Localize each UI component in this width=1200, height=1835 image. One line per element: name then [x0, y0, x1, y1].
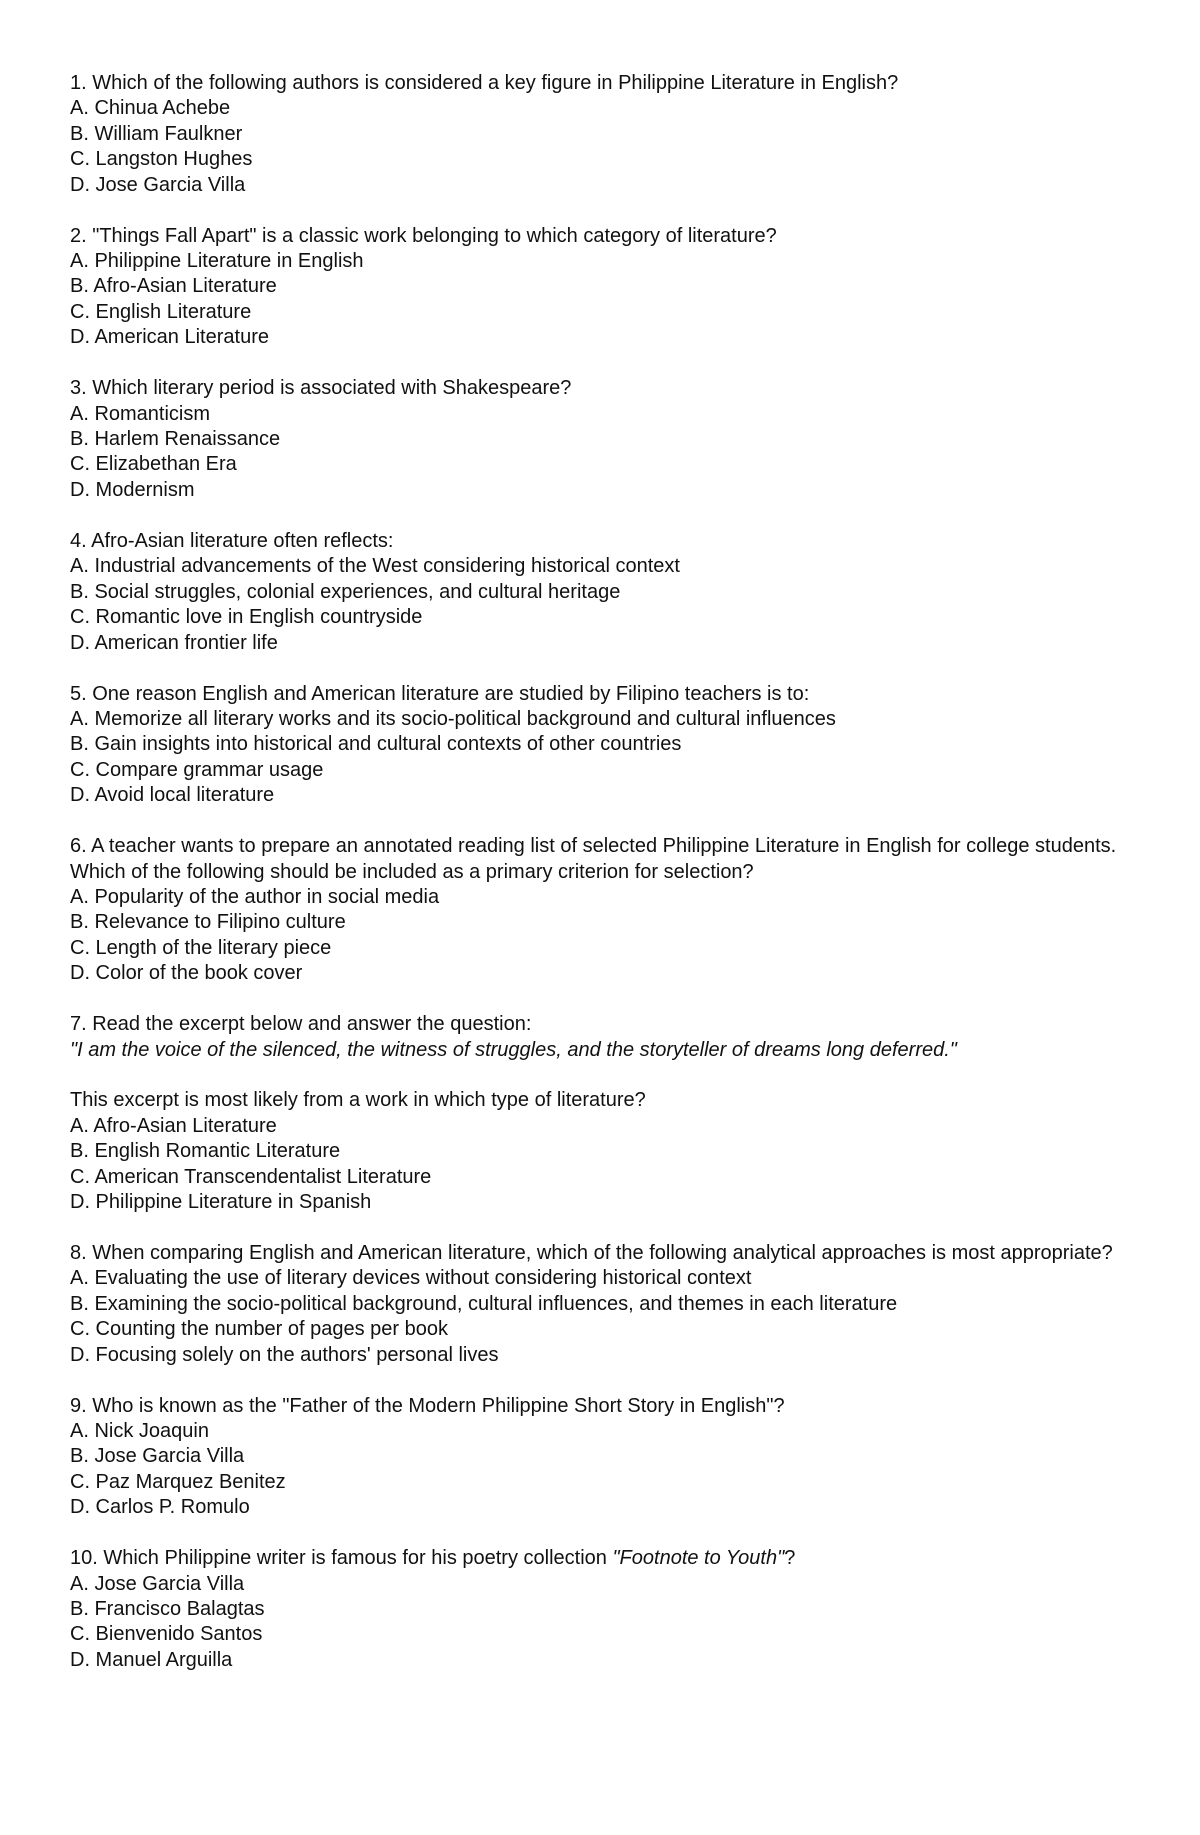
- answer-option-a: A. Jose Garcia Villa: [70, 1572, 245, 1595]
- question-stem-end: ?: [784, 1547, 796, 1570]
- question-stem: [70, 1546, 1150, 1571]
- answer-option-a: A. Chinua Achebe: [70, 97, 231, 120]
- question-2: [70, 224, 1150, 351]
- question-4: [70, 529, 1150, 656]
- answer-option-c: C. English Literature: [70, 300, 252, 323]
- question-stem: 5. One reason English and American literature are studied by Filipino teachers is to:: [70, 682, 810, 705]
- blank-line: [70, 1063, 1150, 1088]
- answer-option-a: A. Memorize all literary works and its socio-political background and cultural influences: [70, 707, 836, 730]
- answer-option-b: B. Jose Garcia Villa: [70, 1445, 245, 1468]
- answer-option-b: B. Examining the socio-political background, cultural influences, and themes in each literature: [70, 1292, 898, 1315]
- answer-option-c: C. American Transcendentalist Literature: [70, 1165, 432, 1188]
- answer-option-c: C. Compare grammar usage: [70, 758, 324, 781]
- answer-option-d: D. Avoid local literature: [70, 784, 275, 807]
- answer-option-c: C. Paz Marquez Benitez: [70, 1470, 286, 1493]
- answer-option-d: D. Focusing solely on the authors' personal lives: [70, 1343, 499, 1366]
- question-stem: 2. "Things Fall Apart" is a classic work belonging to which category of literature?: [70, 224, 777, 247]
- answer-option-d: D. American frontier life: [70, 631, 278, 654]
- book-title: "Footnote to Youth": [612, 1547, 785, 1570]
- question-stem-text: 10. Which Philippine writer is famous for his poetry collection: [70, 1547, 613, 1570]
- answer-option-c: C. Counting the number of pages per book: [70, 1318, 449, 1341]
- answer-option-c: C. Bienvenido Santos: [70, 1623, 263, 1646]
- question-7: [70, 1012, 1150, 1215]
- answer-option-b: B. Francisco Balagtas: [70, 1598, 265, 1621]
- question-6: [70, 834, 1150, 986]
- question-stem: 6. A teacher wants to prepare an annotated reading list of selected Philippine Literature in English for college students. Which of the following should be included as a primary criterion for selection?: [70, 835, 1117, 883]
- answer-option-d: D. Modernism: [70, 478, 195, 501]
- answer-option-a: A. Nick Joaquin: [70, 1420, 209, 1443]
- question-stem: 4. Afro-Asian literature often reflects:: [70, 529, 394, 552]
- answer-option-b: B. English Romantic Literature: [70, 1140, 341, 1163]
- question-prompt: This excerpt is most likely from a work in which type of literature?: [70, 1089, 646, 1112]
- answer-option-b: B. Social struggles, colonial experiences, and cultural heritage: [70, 580, 621, 603]
- answer-option-b: B. Harlem Renaissance: [70, 428, 281, 451]
- question-8: [70, 1241, 1150, 1368]
- answer-option-d: D. Color of the book cover: [70, 962, 303, 985]
- question-5: [70, 682, 1150, 809]
- answer-option-c: C. Langston Hughes: [70, 148, 253, 171]
- question-stem: 3. Which literary period is associated with Shakespeare?: [70, 377, 572, 400]
- question-3: [70, 376, 1150, 503]
- answer-option-d: D. Philippine Literature in Spanish: [70, 1190, 372, 1213]
- question-9: [70, 1394, 1150, 1521]
- answer-option-b: B. William Faulkner: [70, 122, 243, 145]
- quiz-page: [70, 71, 1150, 1699]
- answer-option-c: C. Elizabethan Era: [70, 453, 237, 476]
- answer-option-a: A. Afro-Asian Literature: [70, 1114, 277, 1137]
- question-stem: 9. Who is known as the "Father of the Modern Philippine Short Story in English"?: [70, 1394, 785, 1417]
- answer-option-d: D. Carlos P. Romulo: [70, 1496, 250, 1519]
- answer-option-d: D. Manuel Arguilla: [70, 1648, 233, 1671]
- answer-option-c: C. Romantic love in English countryside: [70, 606, 423, 629]
- answer-option-b: B. Relevance to Filipino culture: [70, 911, 346, 934]
- answer-option-d: D. Jose Garcia Villa: [70, 173, 246, 196]
- answer-option-b: B. Gain insights into historical and cultural contexts of other countries: [70, 733, 682, 756]
- question-stem: 8. When comparing English and American literature, which of the following analytical approaches is most appropriate?: [70, 1241, 1113, 1264]
- question-10: [70, 1546, 1150, 1673]
- answer-option-a: A. Philippine Literature in English: [70, 250, 364, 273]
- answer-option-a: A. Romanticism: [70, 402, 211, 425]
- question-stem: 1. Which of the following authors is considered a key figure in Philippine Literature in English?: [70, 72, 899, 94]
- answer-option-a: A. Industrial advancements of the West considering historical context: [70, 555, 680, 578]
- excerpt-quote: "I am the voice of the silenced, the witness of struggles, and the storyteller of dreams long deferred.": [70, 1038, 957, 1061]
- answer-option-b: B. Afro-Asian Literature: [70, 275, 277, 298]
- answer-option-c: C. Length of the literary piece: [70, 936, 332, 959]
- question-1: [70, 71, 1150, 198]
- question-stem: 7. Read the excerpt below and answer the question:: [70, 1013, 532, 1036]
- answer-option-a: A. Popularity of the author in social media: [70, 885, 440, 908]
- answer-option-a: A. Evaluating the use of literary devices without considering historical context: [70, 1267, 752, 1290]
- answer-option-d: D. American Literature: [70, 326, 269, 349]
